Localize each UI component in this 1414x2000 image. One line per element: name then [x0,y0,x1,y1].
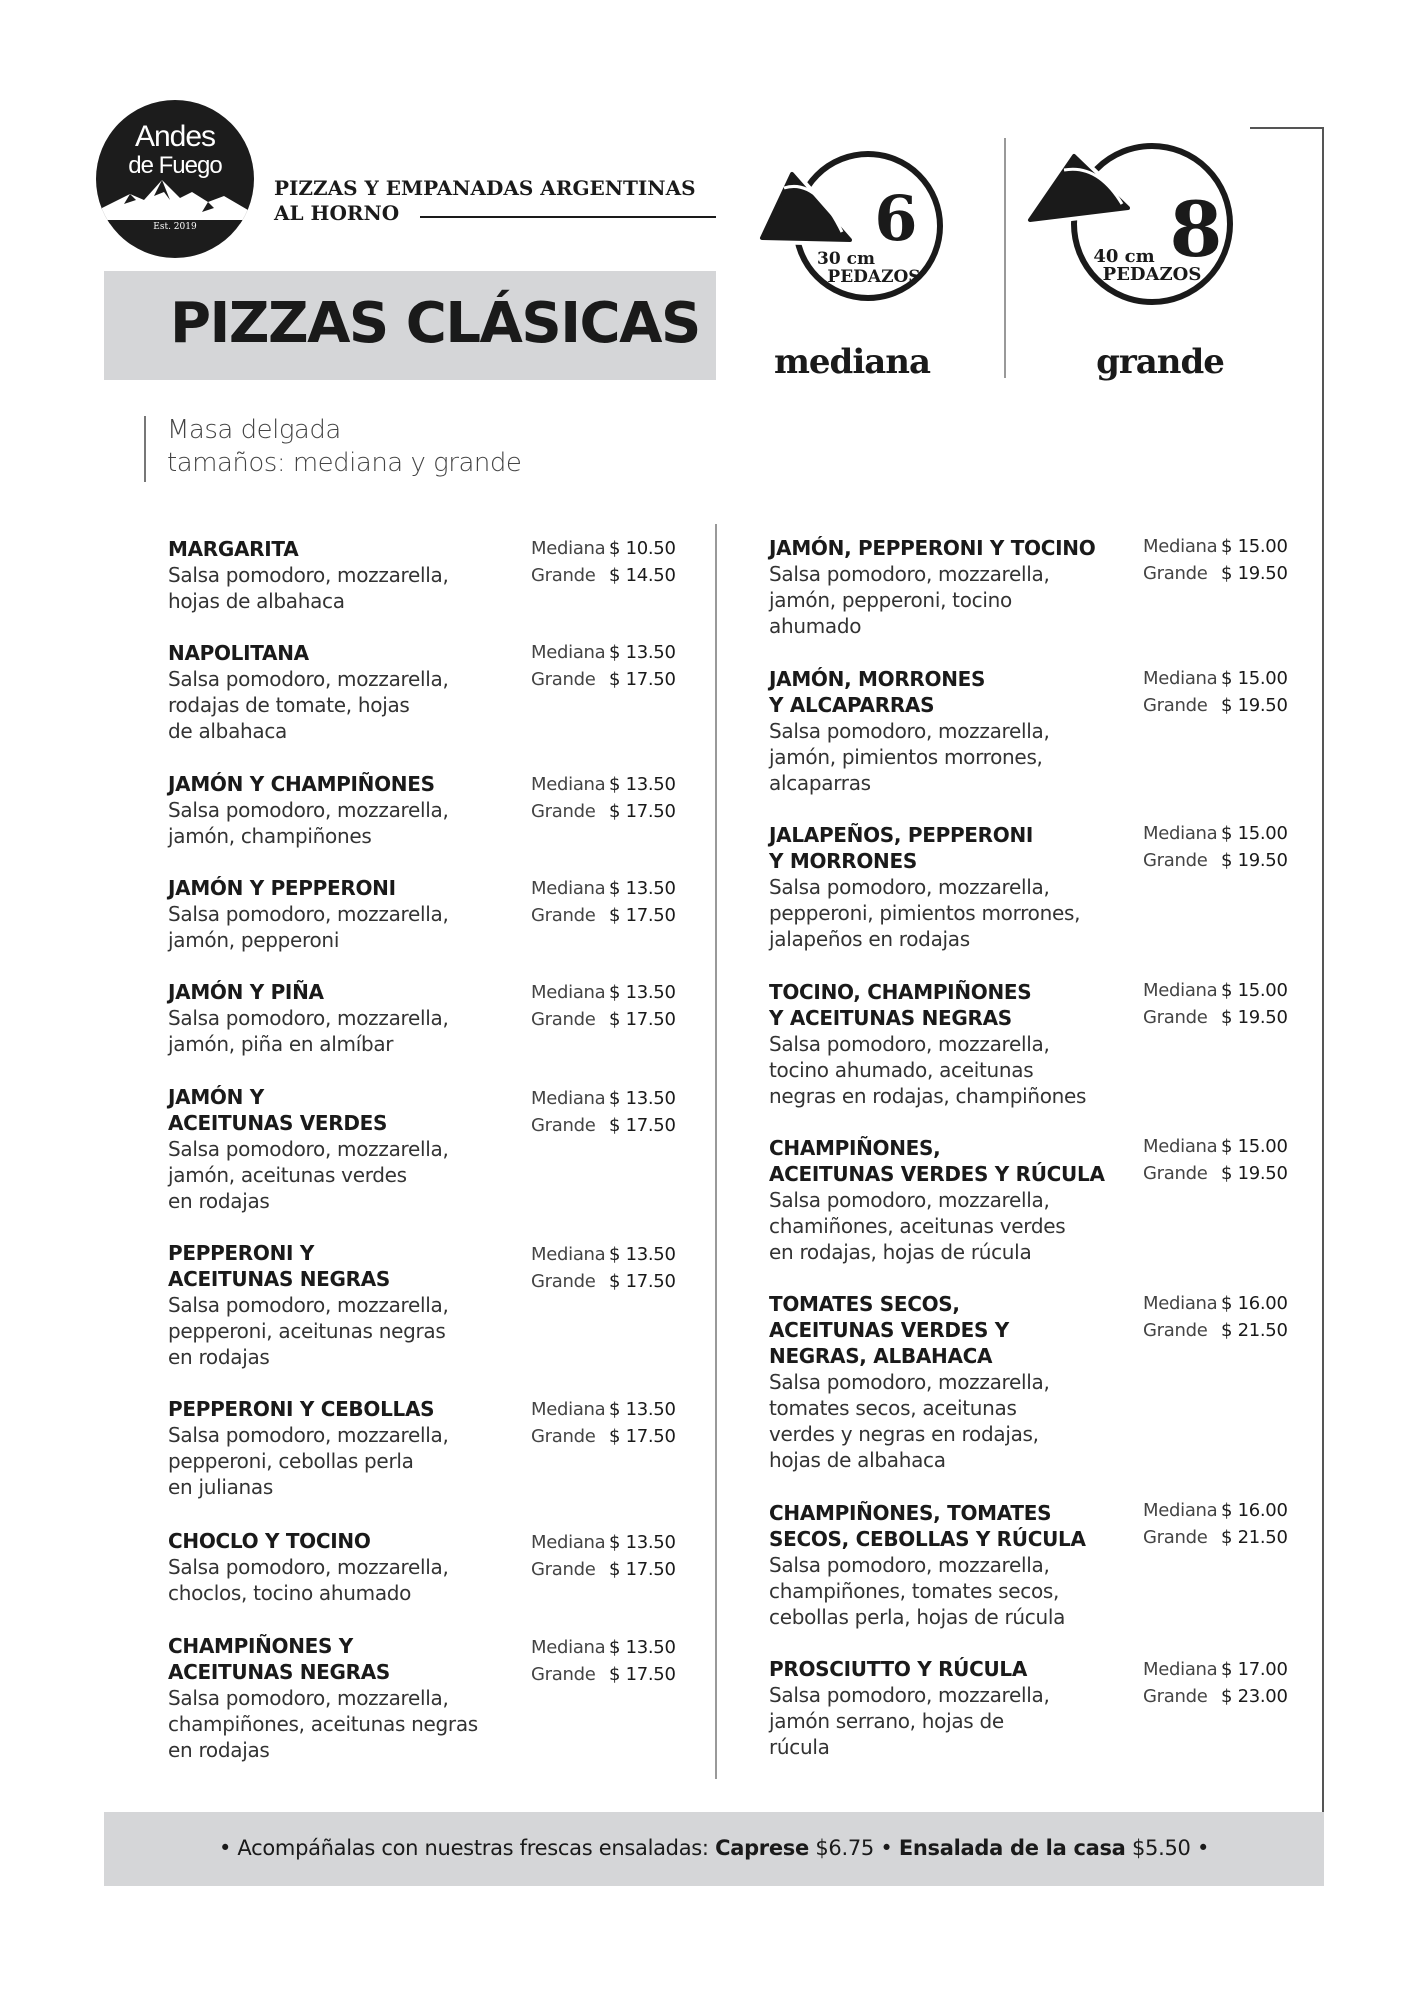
price-value: $ 13.50 [609,774,676,795]
price-value: $ 17.00 [1221,1659,1288,1680]
price-medium [531,979,676,1006]
price-size-label: Mediana [1143,536,1218,557]
price-value: $ 15.00 [1221,980,1288,1001]
item-name: CHAMPIÑONES, TOMATES SECOS, CEBOLLAS Y RÚCULA [769,1501,1086,1551]
price-large [531,1661,676,1688]
salad-name: Caprese [715,1836,809,1860]
price-size-label: Grande [1143,850,1208,871]
price-medium [531,639,676,666]
item-description: Salsa pomodoro, mozzarella, jamón, pepperoni, tocino ahumado [769,562,1050,638]
price-value: $ 17.50 [609,1271,676,1292]
menu-item [168,1084,528,1214]
price-large [1143,692,1288,719]
item-description: Salsa pomodoro, mozzarella, choclos, tocino ahumado [168,1555,449,1605]
price-value: $ 13.50 [609,1637,676,1658]
price-large [531,798,676,825]
price-value: $ 21.50 [1221,1320,1288,1341]
item-description: Salsa pomodoro, mozzarella, rodajas de tomate, hojas de albahaca [168,667,449,743]
item-description: Salsa pomodoro, mozzarella, jamón, aceitunas verdes en rodajas [168,1137,449,1213]
price-size-label: Grande [1143,1686,1208,1707]
price-value: $ 13.50 [609,1399,676,1420]
item-name: JAMÓN, PEPPERONI Y TOCINO [769,536,1096,560]
item-name: CHOCLO Y TOCINO [168,1529,371,1553]
medium-pieces-label: PEDAZOS [827,267,921,287]
tagline-line2: AL HORNO [274,201,400,225]
item-description: Salsa pomodoro, mozzarella, jamón, piña en almíbar [168,1006,449,1056]
price-value: $ 17.50 [609,1426,676,1447]
price-large [1143,1524,1288,1551]
price-size-label: Mediana [1143,823,1218,844]
menu-item [168,1240,528,1370]
salad-price: $6.75 [815,1836,874,1860]
menu-item [168,536,528,614]
item-name: CHAMPIÑONES, ACEITUNAS VERDES Y RÚCULA [769,1136,1105,1186]
price-large [1143,560,1288,587]
item-description: Salsa pomodoro, mozzarella, champiñones, aceitunas negras en rodajas [168,1686,478,1762]
menu-item [769,1500,1139,1630]
item-name: CHAMPIÑONES Y ACEITUNAS NEGRAS [168,1634,391,1684]
item-name: MARGARITA [168,537,299,561]
tagline [274,176,696,226]
price-size-label: Mediana [531,1399,606,1420]
pizza-size-medium-icon [756,148,968,306]
menu-item [769,1656,1139,1760]
menu-item [168,875,528,953]
menu-item [769,1291,1139,1473]
price-size-label: Mediana [531,642,606,663]
price-medium [1143,820,1288,847]
price-size-label: Mediana [531,1532,606,1553]
price-size-label: Mediana [1143,668,1218,689]
price-large [1143,1160,1288,1187]
price-size-label: Mediana [531,1244,606,1265]
item-name: JAMÓN Y PIÑA [168,980,324,1004]
price-large [1143,847,1288,874]
frame-line-right [1322,127,1324,1886]
brand-logo [96,100,254,258]
price-medium [531,535,676,562]
menu-item [168,1633,528,1763]
price-size-label: Mediana [1143,980,1218,1001]
price-value: $ 17.50 [609,1559,676,1580]
menu-item [769,666,1139,796]
footer-salads-note [104,1836,1324,1860]
item-description: Salsa pomodoro, mozzarella, chamiñones, aceitunas verdes en rodajas, hojas de rúcula [769,1188,1066,1264]
size-label-medium: mediana [773,342,931,382]
price-value: $ 13.50 [609,1244,676,1265]
price-value: $ 19.50 [1221,695,1288,716]
price-medium [531,1634,676,1661]
price-value: $ 15.00 [1221,536,1288,557]
price-medium [1143,977,1288,1004]
price-value: $ 13.50 [609,878,676,899]
price-value: $ 16.00 [1221,1293,1288,1314]
price-medium [531,1529,676,1556]
price-size-label: Grande [531,1559,596,1580]
price-medium [531,1396,676,1423]
item-description: Salsa pomodoro, mozzarella, pepperoni, cebollas perla en julianas [168,1423,449,1499]
large-pieces-label: PEDAZOS [1102,264,1202,285]
price-value: $ 13.50 [609,1532,676,1553]
price-medium [1143,1290,1288,1317]
price-size-label: Grande [531,905,596,926]
menu-item [168,1396,528,1500]
price-medium [1143,1656,1288,1683]
price-medium [531,1241,676,1268]
price-size-label: Grande [1143,563,1208,584]
item-name: PEPPERONI Y ACEITUNAS NEGRAS [168,1241,391,1291]
bullet: • [880,1836,893,1860]
item-description: Salsa pomodoro, mozzarella, jamón, pepperoni [168,902,449,952]
menu-item [168,771,528,849]
item-name: PROSCIUTTO Y RÚCULA [769,1657,1028,1681]
price-large [531,902,676,929]
price-value: $ 17.50 [609,801,676,822]
price-value: $ 23.00 [1221,1686,1288,1707]
bullet: • [218,1836,232,1860]
intro-text [167,414,521,480]
price-size-label: Grande [1143,1163,1208,1184]
price-value: $ 10.50 [609,538,676,559]
price-size-label: Grande [1143,1007,1208,1028]
price-size-label: Mediana [1143,1659,1218,1680]
menu-item [769,535,1139,639]
item-name: TOCINO, CHAMPIÑONES Y ACEITUNAS NEGRAS [769,980,1032,1030]
menu-item [769,822,1139,952]
item-name: TOMATES SECOS, ACEITUNAS VERDES Y NEGRAS, ALBAHACA [769,1292,1009,1368]
price-value: $ 17.50 [609,905,676,926]
price-size-label: Grande [531,1664,596,1685]
intro-line2: tamaños: mediana y grande [167,448,522,478]
price-large [1143,1683,1288,1710]
item-name: JALAPEÑOS, PEPPERONI Y MORRONES [769,823,1034,873]
item-name: JAMÓN Y PEPPERONI [168,876,396,900]
size-divider [1004,138,1006,378]
menu-item [168,979,528,1057]
price-value: $ 19.50 [1221,563,1288,584]
pizza-size-large-icon [1024,142,1254,308]
column-divider [715,524,717,1779]
item-description: Salsa pomodoro, mozzarella, pepperoni, pimientos morrones, jalapeños en rodajas [769,875,1081,951]
price-value: $ 13.50 [609,982,676,1003]
item-description: Salsa pomodoro, mozzarella, jamón, pimientos morrones, alcaparras [769,719,1050,795]
price-medium [531,875,676,902]
price-medium [531,1085,676,1112]
item-name: JAMÓN, MORRONES Y ALCAPARRAS [769,667,986,717]
item-description: Salsa pomodoro, mozzarella, jamón, champiñones [168,798,449,848]
price-size-label: Mediana [531,538,606,559]
item-name: JAMÓN Y CHAMPIÑONES [168,772,435,796]
item-description: Salsa pomodoro, mozzarella, tomates secos, aceitunas verdes y negras en rodajas, hojas de albahaca [769,1370,1050,1472]
price-size-label: Grande [531,801,596,822]
large-pieces-number: 8 [1169,185,1223,274]
price-size-label: Mediana [1143,1500,1218,1521]
item-name: PEPPERONI Y CEBOLLAS [168,1397,435,1421]
price-size-label: Mediana [1143,1136,1218,1157]
price-large [531,1268,676,1295]
menu-item [769,979,1139,1109]
price-value: $ 16.00 [1221,1500,1288,1521]
price-value: $ 21.50 [1221,1527,1288,1548]
footer-lead: Acompáñalas con nuestras frescas ensaladas: [237,1836,709,1860]
price-value: $ 15.00 [1221,823,1288,844]
price-size-label: Mediana [531,878,606,899]
size-label-large: grande [1096,342,1224,382]
tagline-rule [420,216,716,218]
price-medium [1143,1133,1288,1160]
logo-name-line1: Andes [134,120,216,153]
price-value: $ 17.50 [609,669,676,690]
price-size-label: Grande [1143,695,1208,716]
logo-name-line2: de Fuego [128,152,222,179]
medium-diameter: 30 cm [817,249,875,269]
price-size-label: Mediana [531,982,606,1003]
price-large [1143,1317,1288,1344]
intro-rule [144,416,146,482]
tagline-line1: PIZZAS Y EMPANADAS ARGENTINAS [274,176,696,200]
price-value: $ 17.50 [609,1115,676,1136]
price-value: $ 19.50 [1221,1007,1288,1028]
price-large [531,1006,676,1033]
price-value: $ 17.50 [609,1664,676,1685]
salad-price: $5.50 [1131,1836,1191,1860]
menu-item [168,1528,528,1606]
salad-name: Ensalada de la casa [898,1836,1126,1860]
price-value: $ 15.00 [1221,668,1288,689]
menu-item [168,640,528,744]
price-medium [1143,665,1288,692]
price-size-label: Grande [1143,1320,1208,1341]
price-size-label: Grande [531,669,596,690]
item-description: Salsa pomodoro, mozzarella, jamón serrano, hojas de rúcula [769,1683,1050,1759]
medium-pieces-number: 6 [874,182,918,255]
price-size-label: Grande [531,1426,596,1447]
item-description: Salsa pomodoro, mozzarella, tocino ahumado, aceitunas negras en rodajas, champiñones [769,1032,1087,1108]
item-description: Salsa pomodoro, mozzarella, pepperoni, aceitunas negras en rodajas [168,1293,449,1369]
price-size-label: Grande [531,1271,596,1292]
price-size-label: Mediana [531,1088,606,1109]
price-value: $ 14.50 [609,565,676,586]
intro-line1: Masa delgada [167,415,341,445]
item-description: Salsa pomodoro, mozzarella, hojas de albahaca [168,563,449,613]
price-size-label: Grande [531,1009,596,1030]
price-value: $ 15.00 [1221,1136,1288,1157]
frame-line-top [1250,127,1324,129]
price-large [531,666,676,693]
price-size-label: Mediana [531,1637,606,1658]
item-name: JAMÓN Y ACEITUNAS VERDES [168,1085,388,1135]
price-medium [1143,533,1288,560]
logo-established: Est. 2019 [153,222,197,232]
large-diameter: 40 cm [1093,246,1155,267]
price-value: $ 13.50 [609,1088,676,1109]
price-size-label: Grande [1143,1527,1208,1548]
price-large [531,1556,676,1583]
item-name: NAPOLITANA [168,641,309,665]
price-medium [531,771,676,798]
price-medium [1143,1497,1288,1524]
price-value: $ 13.50 [609,642,676,663]
price-large [531,1112,676,1139]
price-large [531,562,676,589]
price-large [1143,1004,1288,1031]
price-value: $ 19.50 [1221,850,1288,871]
bullet: • [1196,1836,1210,1860]
price-value: $ 19.50 [1221,1163,1288,1184]
price-size-label: Mediana [1143,1293,1218,1314]
menu-item [769,1135,1139,1265]
footer-band [104,1812,1324,1886]
price-size-label: Grande [531,1115,596,1136]
price-value: $ 17.50 [609,1009,676,1030]
price-large [531,1423,676,1450]
title-band [104,271,716,380]
price-size-label: Grande [531,565,596,586]
item-description: Salsa pomodoro, mozzarella, champiñones, tomates secos, cebollas perla, hojas de rúcula [769,1553,1066,1629]
price-size-label: Mediana [531,774,606,795]
page-title: PIZZAS CLÁSICAS [170,291,700,356]
